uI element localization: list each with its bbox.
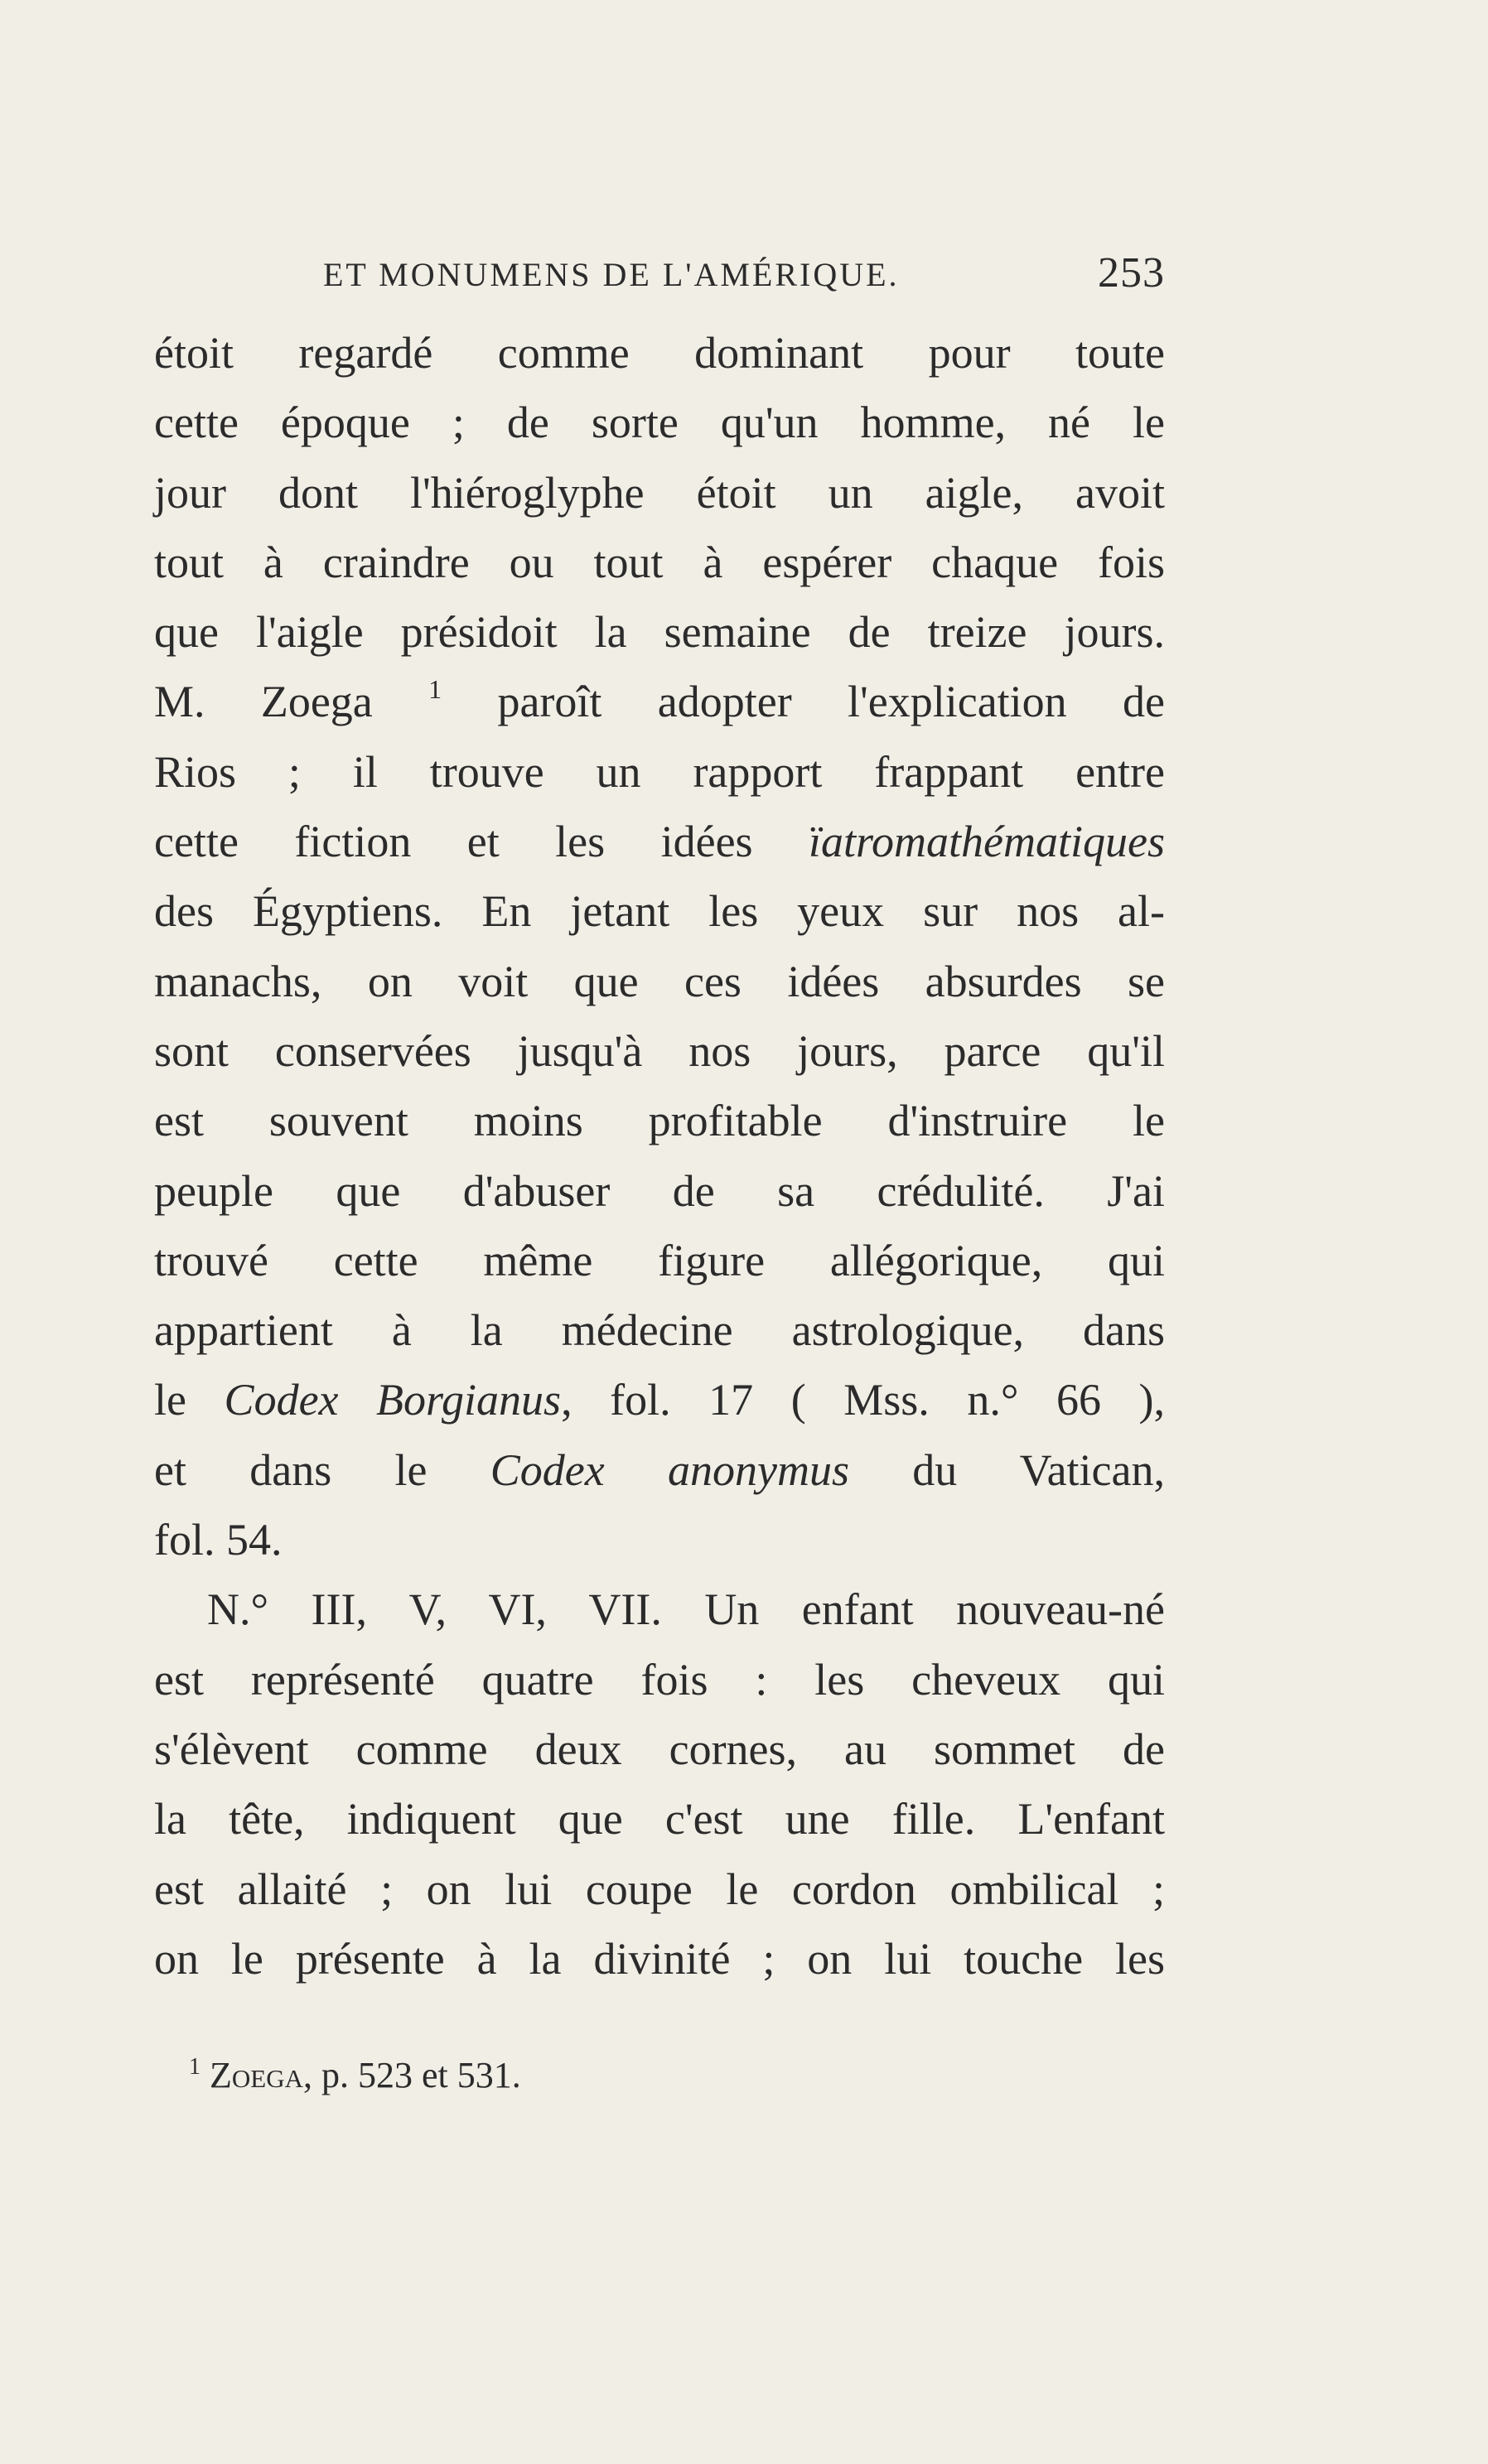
text-line: est allaité ; on lui coupe le cordon ombilical ; — [154, 1864, 1165, 1914]
footnote-marker: 1 — [428, 674, 442, 705]
text-line: fol. 54. — [154, 1515, 283, 1565]
plate-numbers: N.° III, V, VI, VII. — [207, 1584, 662, 1635]
text-line-borgianus — [154, 1365, 1165, 1435]
text-line-zoega — [154, 667, 1165, 736]
paragraph-2-start — [154, 1574, 1165, 1644]
text-line-iatro — [154, 807, 1165, 876]
text-line: des Égyptiens. En jetant les yeux sur nos al- — [154, 886, 1165, 937]
text-line: que l'aigle présidoit la semaine de treize jours. — [154, 607, 1165, 658]
text-line: sont conservées jusqu'à nos jours, parce qu'il — [154, 1025, 1165, 1076]
text-line: manachs, on voit que ces idées absurdes se — [154, 956, 1165, 1006]
running-title: ET MONUMENS DE L'AMÉRIQUE. — [323, 256, 900, 293]
text-line: peuple que d'abuser de sa crédulité. J'ai — [154, 1165, 1165, 1216]
footnote-author: Zoega — [210, 2055, 303, 2095]
text-line: on le présente à la divinité ; on lui touche les — [154, 1933, 1165, 1984]
line8-text: cette fiction et les idées — [154, 817, 753, 867]
text-line: est représenté quatre fois : les cheveux qui — [154, 1654, 1165, 1705]
body-text — [154, 318, 1165, 1994]
line16-pre: le — [154, 1375, 186, 1425]
italic-term: ïatromathématiques — [809, 817, 1166, 867]
text-line: s'élèvent comme deux cornes, au sommet de — [154, 1724, 1165, 1774]
line16-post: , fol. 17 ( Mss. n.° 66 ), — [561, 1375, 1166, 1425]
text-line: est souvent moins profitable d'instruire le — [154, 1096, 1165, 1146]
text-line: jour dont l'hiéroglyphe étoit un aigle, avoit — [154, 467, 1165, 518]
footnote-number: 1 — [189, 2054, 200, 2080]
text-line: trouvé cette même figure allégorique, qui — [154, 1235, 1165, 1285]
text-line: étoit regardé comme dominant pour toute — [154, 328, 1165, 378]
para2-rest: Un enfant nouveau-né — [704, 1584, 1166, 1635]
line17-pre: et dans le — [154, 1444, 428, 1495]
footnote — [189, 2054, 521, 2096]
footnote-text: , p. 523 et 531. — [302, 2055, 521, 2095]
text-line-anonymus — [154, 1435, 1165, 1505]
zoega-rest: paroît adopter l'explication de — [497, 677, 1165, 727]
running-header — [323, 248, 1165, 306]
line17-post: du Vatican, — [912, 1444, 1165, 1495]
text-line: la tête, indiquent que c'est une fille. L'enfant — [154, 1794, 1165, 1844]
italic-codex-anonymus: Codex anonymus — [490, 1444, 849, 1495]
italic-codex-borgianus: Codex Borgianus — [224, 1375, 562, 1425]
text-line: appartient à la médecine astrologique, dans — [154, 1305, 1165, 1356]
page-number: 253 — [1098, 249, 1165, 297]
text-line: Rios ; il trouve un rapport frappant entre — [154, 746, 1165, 797]
text-line: cette époque ; de sorte qu'un homme, né le — [154, 398, 1165, 448]
zoega-prefix: M. Zoega — [154, 677, 373, 727]
text-line: tout à craindre ou tout à espérer chaque fois — [154, 537, 1165, 587]
